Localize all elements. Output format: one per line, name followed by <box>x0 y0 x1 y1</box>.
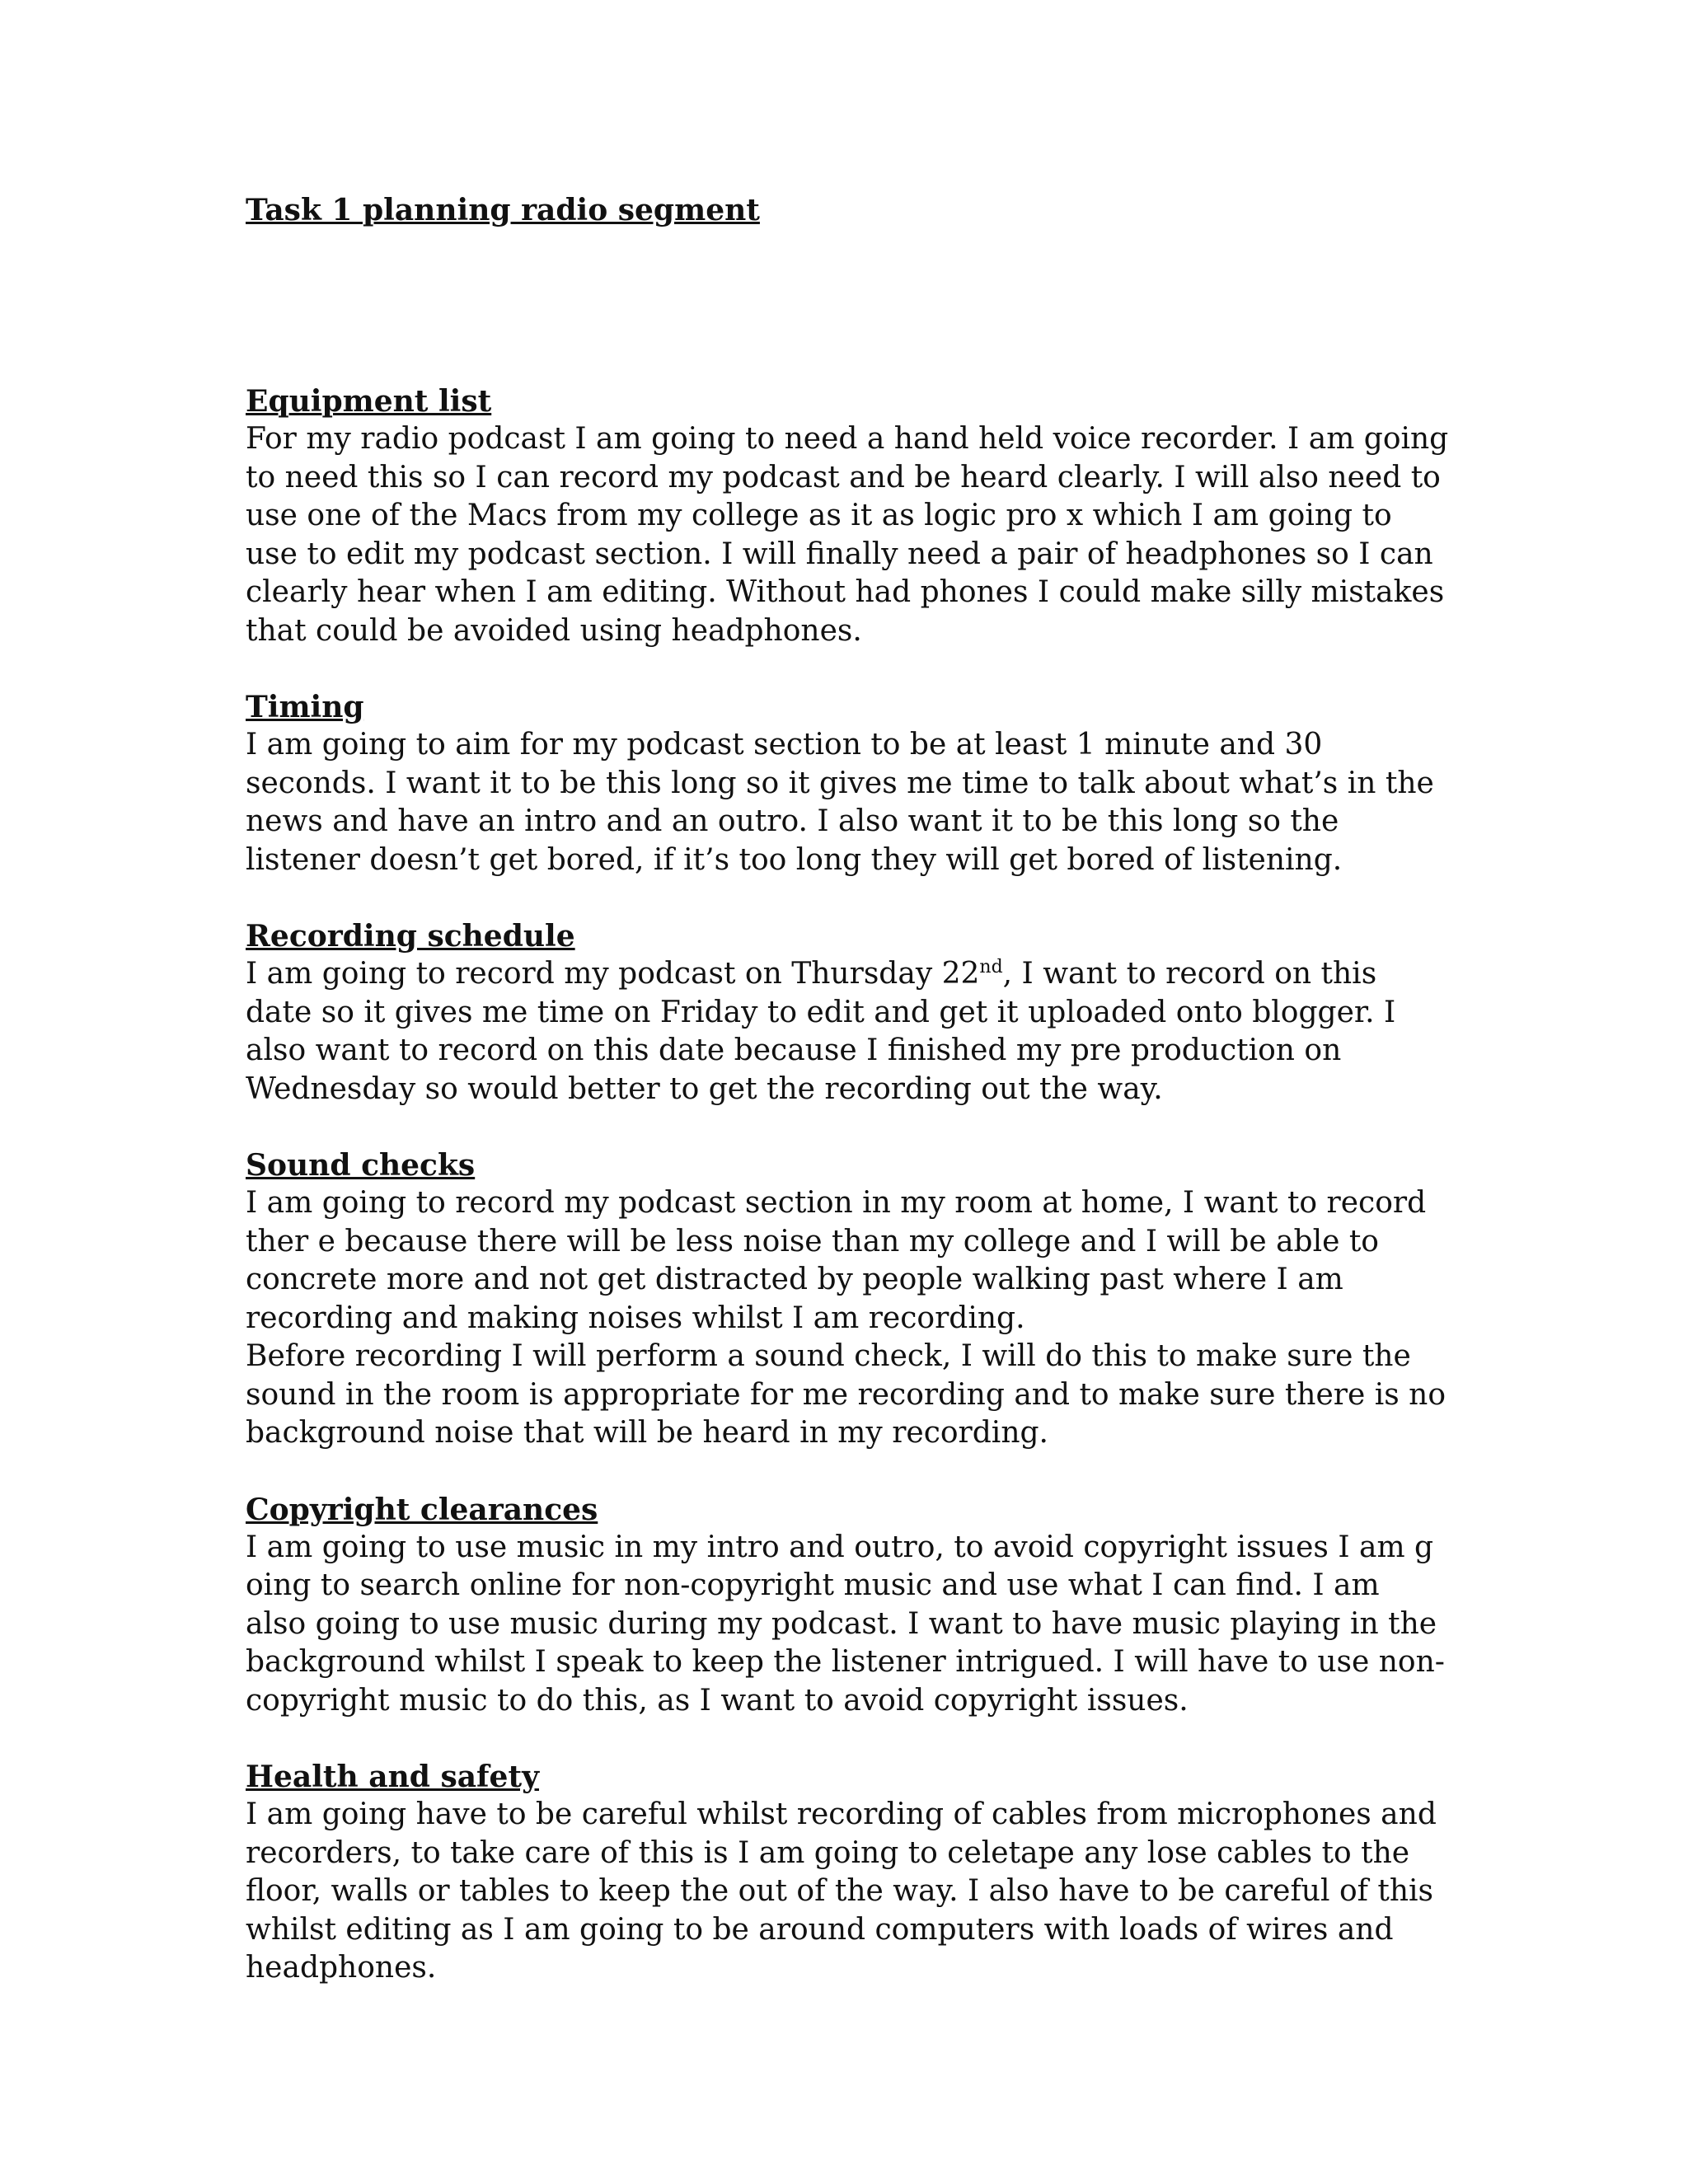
title-spacer <box>246 229 1449 382</box>
section-heading: Copyright clearances <box>246 1492 598 1527</box>
section-heading: Sound checks <box>246 1148 476 1183</box>
section-health-and-safety <box>246 1758 1449 1988</box>
section-copyright-clearances <box>246 1491 1449 1721</box>
section-heading: Recording schedule <box>246 919 575 954</box>
section-paragraph: Before recording I will perform a sound check, I will do this to make sure the sound in the room is appropriate for me recording and to make sure there is no background noise that will be heard in my recording. <box>246 1339 1447 1450</box>
section-paragraph: I am going to record my podcast section in my room at home, I want to record ther e because there will be less noise than my college and I will be able to concrete more and not get distracted by people walking past where I am recording and making noises whilst I am recording. <box>246 1186 1427 1335</box>
section-spacer <box>246 879 1449 917</box>
section-recording-schedule <box>246 917 1449 1108</box>
section-heading: Equipment list <box>246 384 492 419</box>
document-title: Task 1 planning radio segment <box>246 193 760 227</box>
section-paragraph: I am going to aim for my podcast section to be at least 1 minute and 30 seconds. I want it to be this long so it gives me time to talk about what’s in the news and have an intro and an outro. I also want it to be this long so the listener doesn’t get bored, if it’s too long they will get bored of listening. <box>246 728 1434 877</box>
section-heading: Health and safety <box>246 1760 539 1794</box>
document-page <box>246 191 1449 1988</box>
section-paragraph: I am going to use music in my intro and outro, to avoid copyright issues I am g oing to search online for non-copyright music and use what I can find. I am also going to use music during my podcast. I want to have music playing in the background whilst I speak to keep the listener intrigued. I will have to use non-copyright music to do this, as I want to avoid copyright issues. <box>246 1530 1445 1718</box>
section-spacer <box>246 1108 1449 1146</box>
section-paragraph <box>246 955 1449 1108</box>
section-spacer <box>246 1453 1449 1491</box>
paragraph-text: I am going to record my podcast on Thursday 22 <box>246 957 980 991</box>
section-spacer <box>246 1720 1449 1758</box>
section-paragraph: I am going have to be careful whilst recording of cables from microphones and recorders, to take care of this is I am going to celetape any lose cables to the floor, walls or tables to keep the out of the way. I also have to be careful of this whilst editing as I am going to be around computers with loads of wires and headphones. <box>246 1797 1437 1985</box>
section-timing <box>246 688 1449 879</box>
section-spacer <box>246 650 1449 688</box>
section-sound-checks <box>246 1146 1449 1453</box>
section-heading: Timing <box>246 690 364 724</box>
paragraph-text: , I want to record on this date so it gives me time on Friday to edit and get it uploaded onto blogger. I also want to record on this date because I finished my pre production on Wednesday so would better to get the recording out the way. <box>246 957 1396 1106</box>
ordinal-suffix: nd <box>979 957 1003 977</box>
section-equipment-list <box>246 382 1449 650</box>
section-paragraph: For my radio podcast I am going to need a hand held voice recorder. I am going to need this so I can record my podcast and be heard clearly. I will also need to use one of the Macs from my college as it as logic pro x which I am going to use to edit my podcast section. I will finally need a pair of headphones so I can clearly hear when I am editing. Without had phones I could make silly mistakes that could be avoided using headphones. <box>246 422 1449 648</box>
